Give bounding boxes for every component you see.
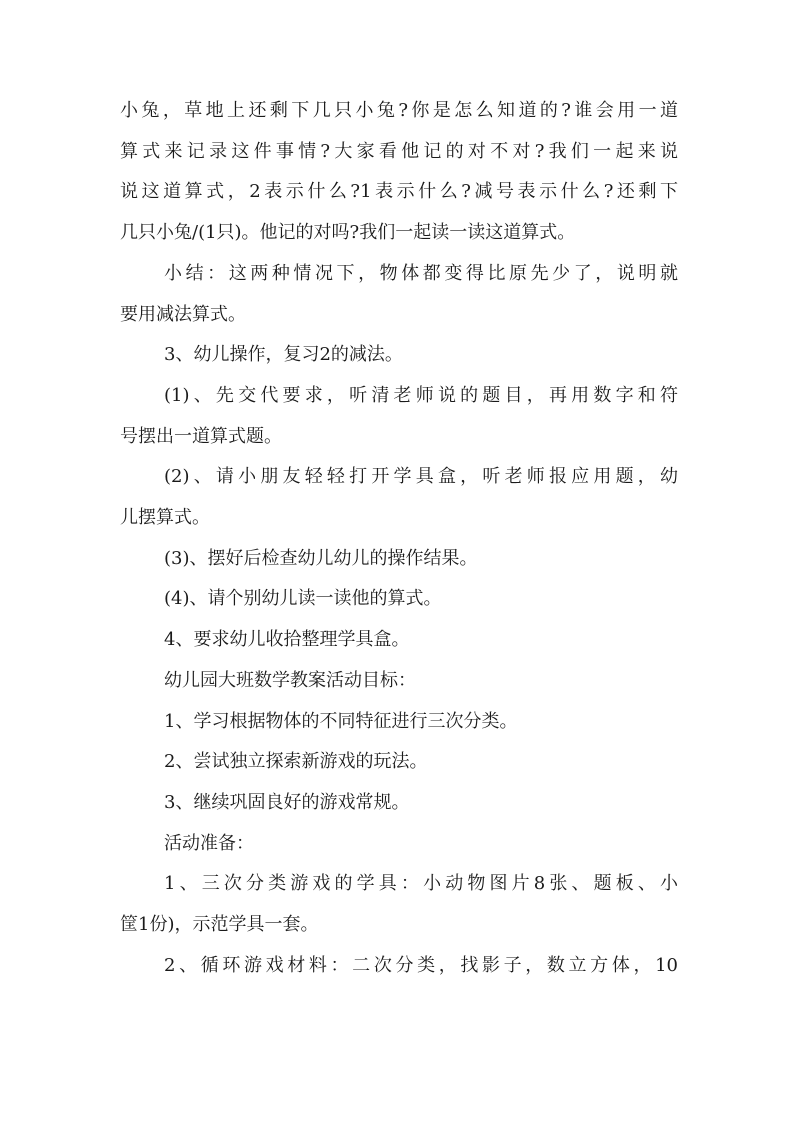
paragraph-line: 1、三次分类游戏的学具：小动物图片8张、题板、小 — [164, 873, 678, 895]
section-heading: 幼儿园大班数学教案活动目标： — [164, 669, 416, 691]
document-body — [120, 91, 678, 986]
paragraph-line: 2、尝试独立探索新游戏的玩法。 — [164, 751, 428, 773]
paragraph-line: 算式来记录这件事情?大家看他记的对不对?我们一起来说 — [120, 140, 678, 162]
paragraph-line: (1)、先交代要求，听清老师说的题目，再用数字和符 — [164, 384, 678, 406]
paragraph-line: 几只小兔/(1只)。他记的对吗?我们一起读一读这道算式。 — [120, 222, 576, 244]
paragraph-line: 要用减法算式。 — [120, 303, 246, 325]
paragraph-line: 儿摆算式。 — [120, 507, 210, 529]
paragraph-line: 小兔，草地上还剩下几只小兔?你是怎么知道的?谁会用一道 — [120, 100, 678, 121]
paragraph-line: 小结：这两种情况下，物体都变得比原先少了，说明就 — [164, 262, 678, 284]
paragraph-line: 1、学习根据物体的不同特征进行三次分类。 — [164, 710, 518, 732]
paragraph-line: 筐1份)，示范学具一套。 — [120, 914, 319, 936]
paragraph-line: 号摆出一道算式题。 — [120, 425, 282, 447]
paragraph-line: 3、幼儿操作，复习2的减法。 — [164, 344, 403, 366]
paragraph-line: (3)、摆好后检查幼儿幼儿的操作结果。 — [164, 547, 478, 569]
paragraph-line: (4)、请个别幼儿读一读他的算式。 — [164, 588, 442, 610]
paragraph-line: (2)、请小朋友轻轻打开学具盒，听老师报应用题，幼 — [164, 466, 678, 488]
paragraph-line: 3、继续巩固良好的游戏常规。 — [164, 791, 410, 813]
section-heading: 活动准备： — [164, 832, 254, 854]
paragraph-line: 4、要求幼儿收拾整理学具盒。 — [164, 629, 410, 651]
paragraph-line: 说这道算式，2表示什么?1表示什么?减号表示什么?还剩下 — [120, 181, 678, 203]
paragraph-line: 2、循环游戏材料：二次分类，找影子，数立方体，10 — [164, 954, 678, 976]
